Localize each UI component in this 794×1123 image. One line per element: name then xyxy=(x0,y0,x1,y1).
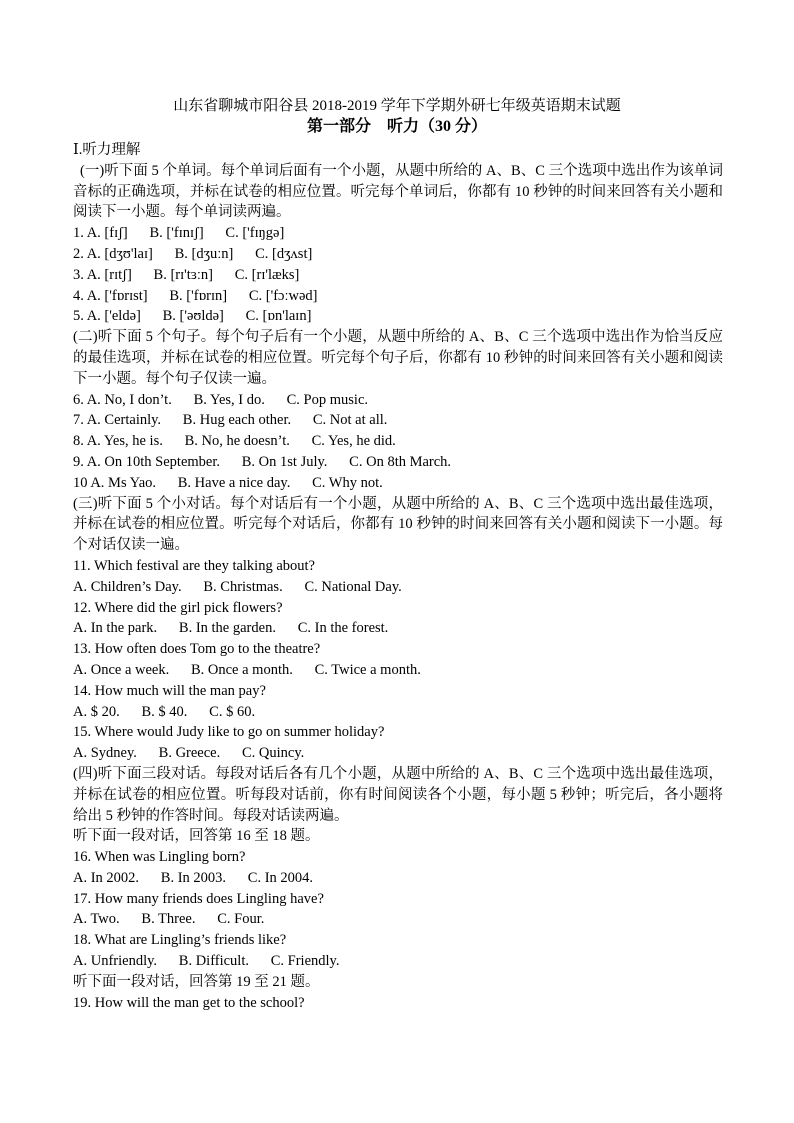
question-line: 听下面一段对话，回答第 16 至 18 题。 xyxy=(73,828,320,845)
question-line: 17. How many friends does Lingling have? xyxy=(73,890,324,907)
question-line: 10 A. Ms Yao. B. Have a nice day. C. Why not. xyxy=(73,474,383,491)
question-line: 9. A. On 10th September. B. On 1st July. C. On 8th March. xyxy=(73,453,452,470)
question-line: 1. A. [fɪʃ] B. ['fɪnɪʃ] C. ['fɪŋgə] xyxy=(73,225,285,242)
exam-title: 山东省聊城市阳谷县 2018-2019 学年下学期外研七年级英语期末试题 xyxy=(173,98,621,114)
question-line: 3. A. [rɪtʃ] B. [rɪ'tɜːn] C. [rɪ'læks] xyxy=(73,266,300,283)
instruction-paragraph: (三)听下面 5 个小对话。每个对话后有一个小题，从题中所给的 A、B、C 三个选项中选出最佳选项，并标在试卷的相应位置。听完每个对话后，你都有 10 秒钟的时间来回答有关小题和阅读下一小题。每个对话仅读一遍。 xyxy=(73,495,723,554)
instruction-paragraph: (一)听下面 5 个单词。每个单词后面有一个小题，从题中所给的 A、B、C 三个选项中选出作为该单词音标的正确选项，并标在试卷的相应位置。听完每个单词后，你都有 10 秒钟的时间来回答有关小题和阅读下一小题。每个单词读两遍。 xyxy=(73,162,723,221)
question-line: A. In the park. B. In the garden. C. In the forest. xyxy=(73,620,389,637)
question-line: 13. How often does Tom go to the theatre? xyxy=(73,641,321,658)
instruction-paragraph: (四)听下面三段对话。每段对话后各有几个小题，从题中所给的 A、B、C 三个选项中选出最佳选项，并标在试卷的相应位置。听每段对话前，你有时间阅读各个小题，每小题 5 秒钟；听完后，各小题将给出 5 秒钟的作答时间。每段对话读两遍。 xyxy=(73,765,723,824)
question-line: A. In 2002. B. In 2003. C. In 2004. xyxy=(73,869,314,886)
question-line: 6. A. No, I don’t. B. Yes, I do. C. Pop music. xyxy=(73,391,368,408)
question-line: A. Children’s Day. B. Christmas. C. National Day. xyxy=(73,578,402,595)
question-line: A. $ 20. B. $ 40. C. $ 60. xyxy=(73,703,256,720)
question-line: A. Two. B. Three. C. Four. xyxy=(73,911,265,928)
question-line: A. Unfriendly. B. Difficult. C. Friendly. xyxy=(73,953,340,970)
part-heading: 第一部分 听力（30 分） xyxy=(306,118,487,135)
section-heading: Ⅰ.听力理解 xyxy=(73,142,141,158)
question-line: 11. Which festival are they talking about? xyxy=(73,557,315,574)
question-line: 18. What are Lingling’s friends like? xyxy=(73,932,287,949)
question-line: 19. How will the man get to the school? xyxy=(73,994,305,1011)
question-line: 14. How much will the man pay? xyxy=(73,682,266,699)
question-line: A. Sydney. B. Greece. C. Quincy. xyxy=(73,745,305,762)
question-line: 听下面一段对话，回答第 19 至 21 题。 xyxy=(73,973,320,990)
question-line: 16. When was Lingling born? xyxy=(73,849,246,866)
exam-body xyxy=(73,140,723,1013)
question-line: 2. A. [dʒʊ'laɪ] B. [dʒuːn] C. [dʒʌst] xyxy=(73,245,313,262)
instruction-paragraph: (二)听下面 5 个句子。每个句子后有一个小题，从题中所给的 A、B、C 三个选项中选出作为恰当反应的最佳选项，并标在试卷的相应位置。听完每个句子后，你都有 10 秒钟的时间来回答有关小题和阅读下一小题。每个句子仅读一遍。 xyxy=(73,329,723,387)
question-line: 15. Where would Judy like to go on summer holiday? xyxy=(73,724,385,741)
question-line: A. Once a week. B. Once a month. C. Twice a month. xyxy=(73,661,421,678)
question-line: 7. A. Certainly. B. Hug each other. C. Not at all. xyxy=(73,412,388,429)
question-line: 8. A. Yes, he is. B. No, he doesn’t. C. Yes, he did. xyxy=(73,433,396,450)
question-line: 4. A. ['fɒrɪst] B. ['fɒrɪn] C. ['fɔːwəd] xyxy=(73,287,318,304)
question-line: 12. Where did the girl pick flowers? xyxy=(73,599,283,616)
question-line: 5. A. ['eldə] B. ['əʊldə] C. [ɒn'laɪn] xyxy=(73,308,312,325)
